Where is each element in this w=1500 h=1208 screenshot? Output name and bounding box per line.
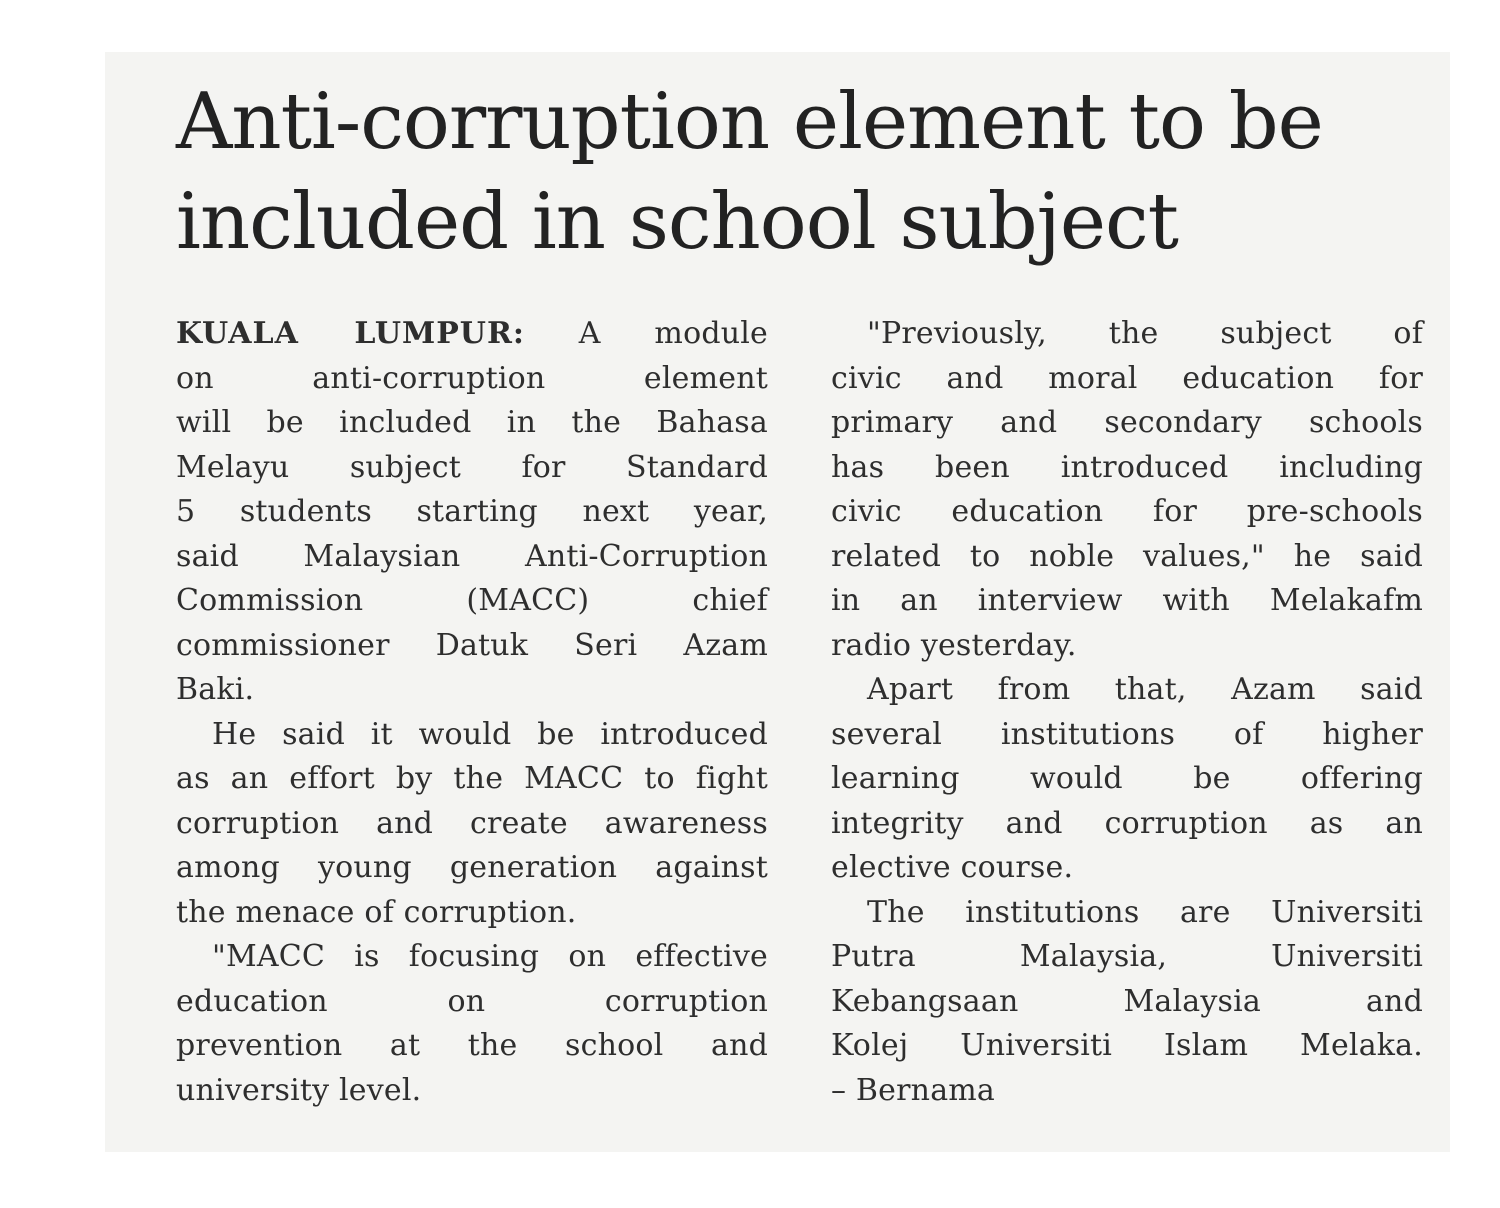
line-text: Commission (MACC) chief [176, 583, 768, 618]
article-text-line [831, 713, 1423, 758]
article-text-line [176, 1024, 768, 1069]
line-text: Apart from that, Azam said [867, 672, 1423, 707]
line-text: the menace of corruption. [176, 894, 577, 930]
line-text: related to noble values," he said [831, 538, 1423, 574]
dateline: KUALA LUMPUR: [176, 316, 525, 351]
article-text-line [176, 312, 768, 357]
headline-line-2: included in school subject [176, 177, 1179, 267]
article-text-line [176, 891, 768, 936]
article-text-line [176, 713, 768, 758]
line-text: has been introduced including [831, 449, 1423, 485]
article-text-line [831, 1024, 1423, 1069]
article-text-line [176, 579, 768, 624]
article-text-line [176, 757, 768, 802]
line-text: Kebangsaan Malaysia and [831, 983, 1423, 1019]
article-column-left [176, 312, 768, 1113]
line-text: said Malaysian Anti-Corruption [176, 538, 768, 574]
article-text-line [176, 357, 768, 402]
article-text-line [831, 668, 1423, 713]
line-text: Kolej Universiti Islam Melaka. [831, 1028, 1423, 1063]
article-text-line [831, 446, 1423, 491]
line-text: integrity and corruption as an [831, 805, 1423, 841]
line-text: several institutions of higher [831, 716, 1423, 752]
line-text: – Bernama [831, 1072, 996, 1108]
line-text: "Previously, the subject of [867, 316, 1423, 351]
line-text: education on corruption [176, 983, 768, 1019]
article-text-line [176, 401, 768, 446]
line-text: as an effort by the MACC to fight [176, 761, 768, 796]
line-text: "MACC is focusing on effective [212, 939, 768, 974]
line-text: He said it would be introduced [212, 716, 768, 752]
article-text-line [831, 312, 1423, 357]
article-text-line [176, 490, 768, 535]
line-text: Baki. [176, 672, 255, 707]
article-text-line [176, 980, 768, 1025]
article-text-line [831, 935, 1423, 980]
article-text-line [831, 401, 1423, 446]
article-text-line [831, 624, 1423, 669]
article-text-line [831, 980, 1423, 1025]
line-text: Melayu subject for Standard [176, 449, 768, 485]
line-text: primary and secondary schools [831, 405, 1423, 440]
line-text: in an interview with Melakafm [831, 583, 1423, 618]
headline-line-1: Anti-corruption element to be [176, 77, 1323, 167]
line-text: The institutions are Universiti [867, 894, 1423, 930]
line-text: Putra Malaysia, Universiti [831, 939, 1423, 974]
line-text: learning would be offering [831, 761, 1423, 796]
line-text: corruption and create awareness [176, 805, 768, 841]
line-text: 5 students starting next year, [176, 494, 768, 529]
line-text: university level. [176, 1072, 422, 1108]
article-text-line [831, 802, 1423, 847]
article-text-line [176, 535, 768, 580]
line-text: on anti-corruption element [176, 360, 768, 396]
line-text: among young generation against [176, 850, 768, 885]
article-text-line [176, 935, 768, 980]
article-text-line [176, 446, 768, 491]
article-text-line [176, 624, 768, 669]
article-text-line [831, 891, 1423, 936]
article-text-line [831, 1069, 1423, 1114]
article-text-line [176, 668, 768, 713]
line-text: civic education for pre-schools [831, 494, 1423, 529]
article-text-line [176, 846, 768, 891]
line-text: prevention at the school and [176, 1028, 768, 1063]
article-text-line [831, 490, 1423, 535]
line-text: commissioner Datuk Seri Azam [176, 627, 768, 663]
article-text-line [176, 1069, 768, 1114]
headline [176, 72, 1436, 272]
article-text-line [831, 357, 1423, 402]
line-text: will be included in the Bahasa [176, 405, 768, 440]
article-text-line [831, 846, 1423, 891]
article-text-line [831, 757, 1423, 802]
line-text: civic and moral education for [831, 360, 1423, 396]
article-text-line [831, 535, 1423, 580]
line-text: A module [524, 316, 768, 351]
article-text-line [831, 579, 1423, 624]
article-text-line [176, 802, 768, 847]
article-column-right [831, 312, 1423, 1113]
line-text: elective course. [831, 850, 1074, 885]
line-text: radio yesterday. [831, 627, 1077, 663]
